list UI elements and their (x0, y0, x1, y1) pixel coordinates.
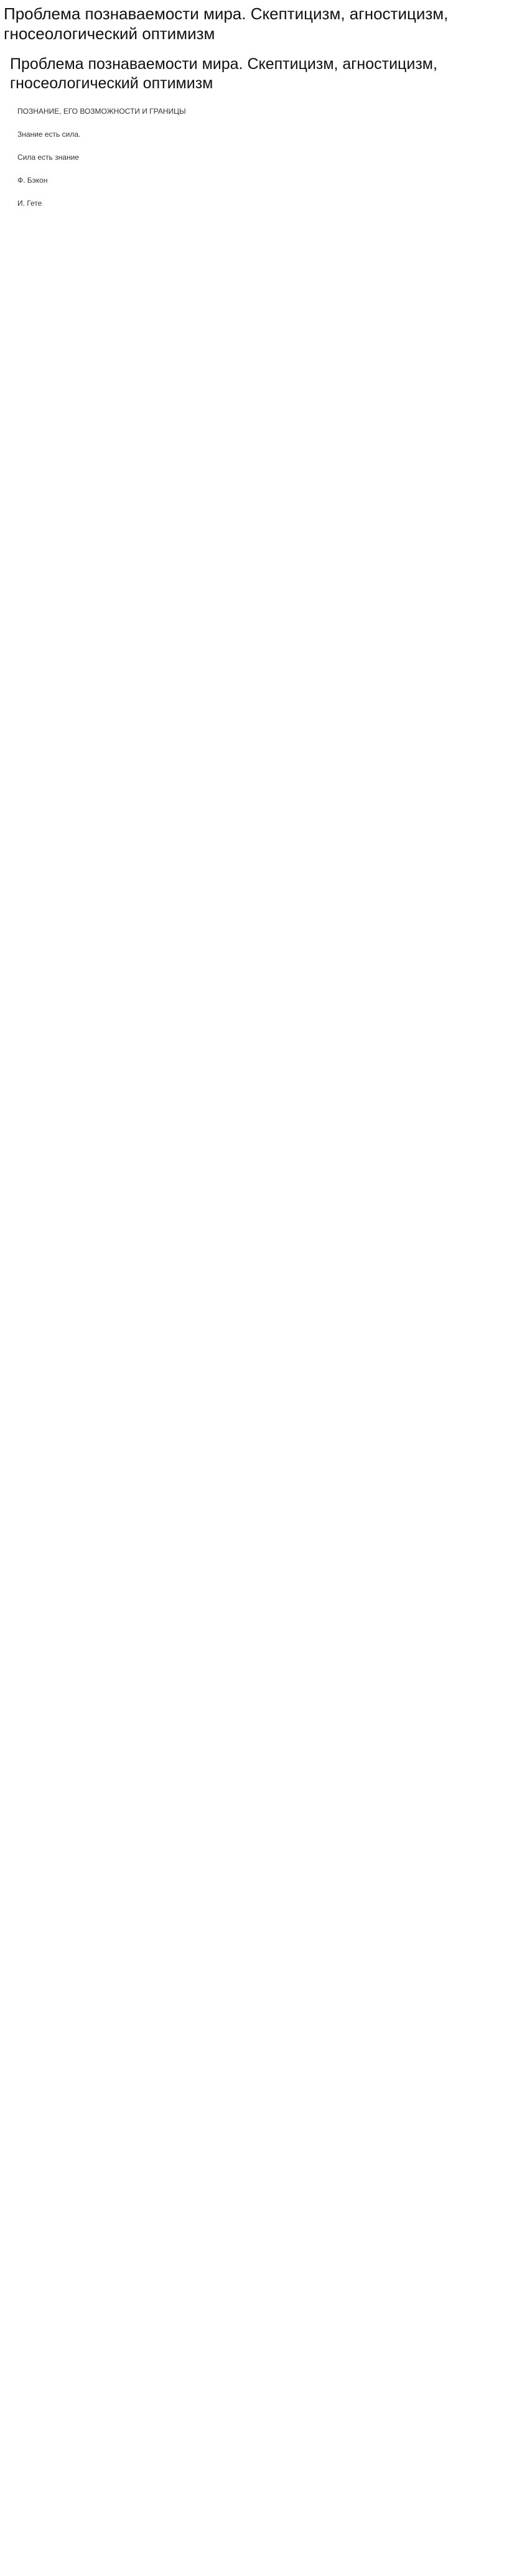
body-paragraph (4, 1014, 523, 1069)
epigraph (4, 107, 523, 208)
epigraph-line: Знание есть сила. (17, 130, 81, 139)
body-paragraph (4, 953, 523, 1008)
body-paragraph (4, 587, 523, 642)
body-paragraph (4, 1318, 523, 1373)
article-body (4, 222, 523, 2043)
body-paragraph (4, 1197, 523, 1251)
article-subtitle: Проблема познаваемости мира. Скептицизм, агностицизм, гносеологический оптимизм (10, 55, 437, 92)
epigraph-author: И. Гете (17, 199, 42, 208)
body-paragraph (4, 709, 523, 764)
body-paragraph (4, 405, 523, 459)
body-paragraph (4, 1867, 523, 1921)
body-paragraph (4, 892, 523, 947)
body-paragraph (4, 1501, 523, 1556)
body-paragraph (4, 466, 523, 520)
body-paragraph (4, 1684, 523, 1739)
body-paragraph (4, 1136, 523, 1190)
body-paragraph (4, 770, 523, 825)
document-page (4, 4, 523, 2043)
body-paragraph (4, 1440, 523, 1495)
epigraph-line: Сила есть знание (17, 153, 79, 162)
body-paragraph (4, 527, 523, 581)
body-paragraph (4, 344, 523, 398)
body-paragraph (4, 1623, 523, 1678)
body-paragraph (4, 283, 523, 338)
epigraph-author: Ф. Бэкон (17, 176, 48, 185)
body-paragraph (4, 1928, 523, 1982)
body-paragraph (4, 1562, 523, 1617)
body-paragraph (4, 648, 523, 703)
body-paragraph (4, 1806, 523, 1861)
body-paragraph (4, 1258, 523, 1312)
body-paragraph (4, 1989, 523, 2043)
body-paragraph (4, 222, 523, 277)
body-paragraph (4, 1075, 523, 1129)
page-title: Проблема познаваемости мира. Скептицизм, агностицизм, гносеологический оптимизм (4, 4, 449, 43)
body-paragraph (4, 1379, 523, 1434)
epigraph-heading: ПОЗНАНИЕ, ЕГО ВОЗМОЖНОСТИ И ГРАНИЦЫ (17, 107, 186, 116)
body-paragraph (4, 1745, 523, 1800)
body-paragraph (4, 831, 523, 886)
